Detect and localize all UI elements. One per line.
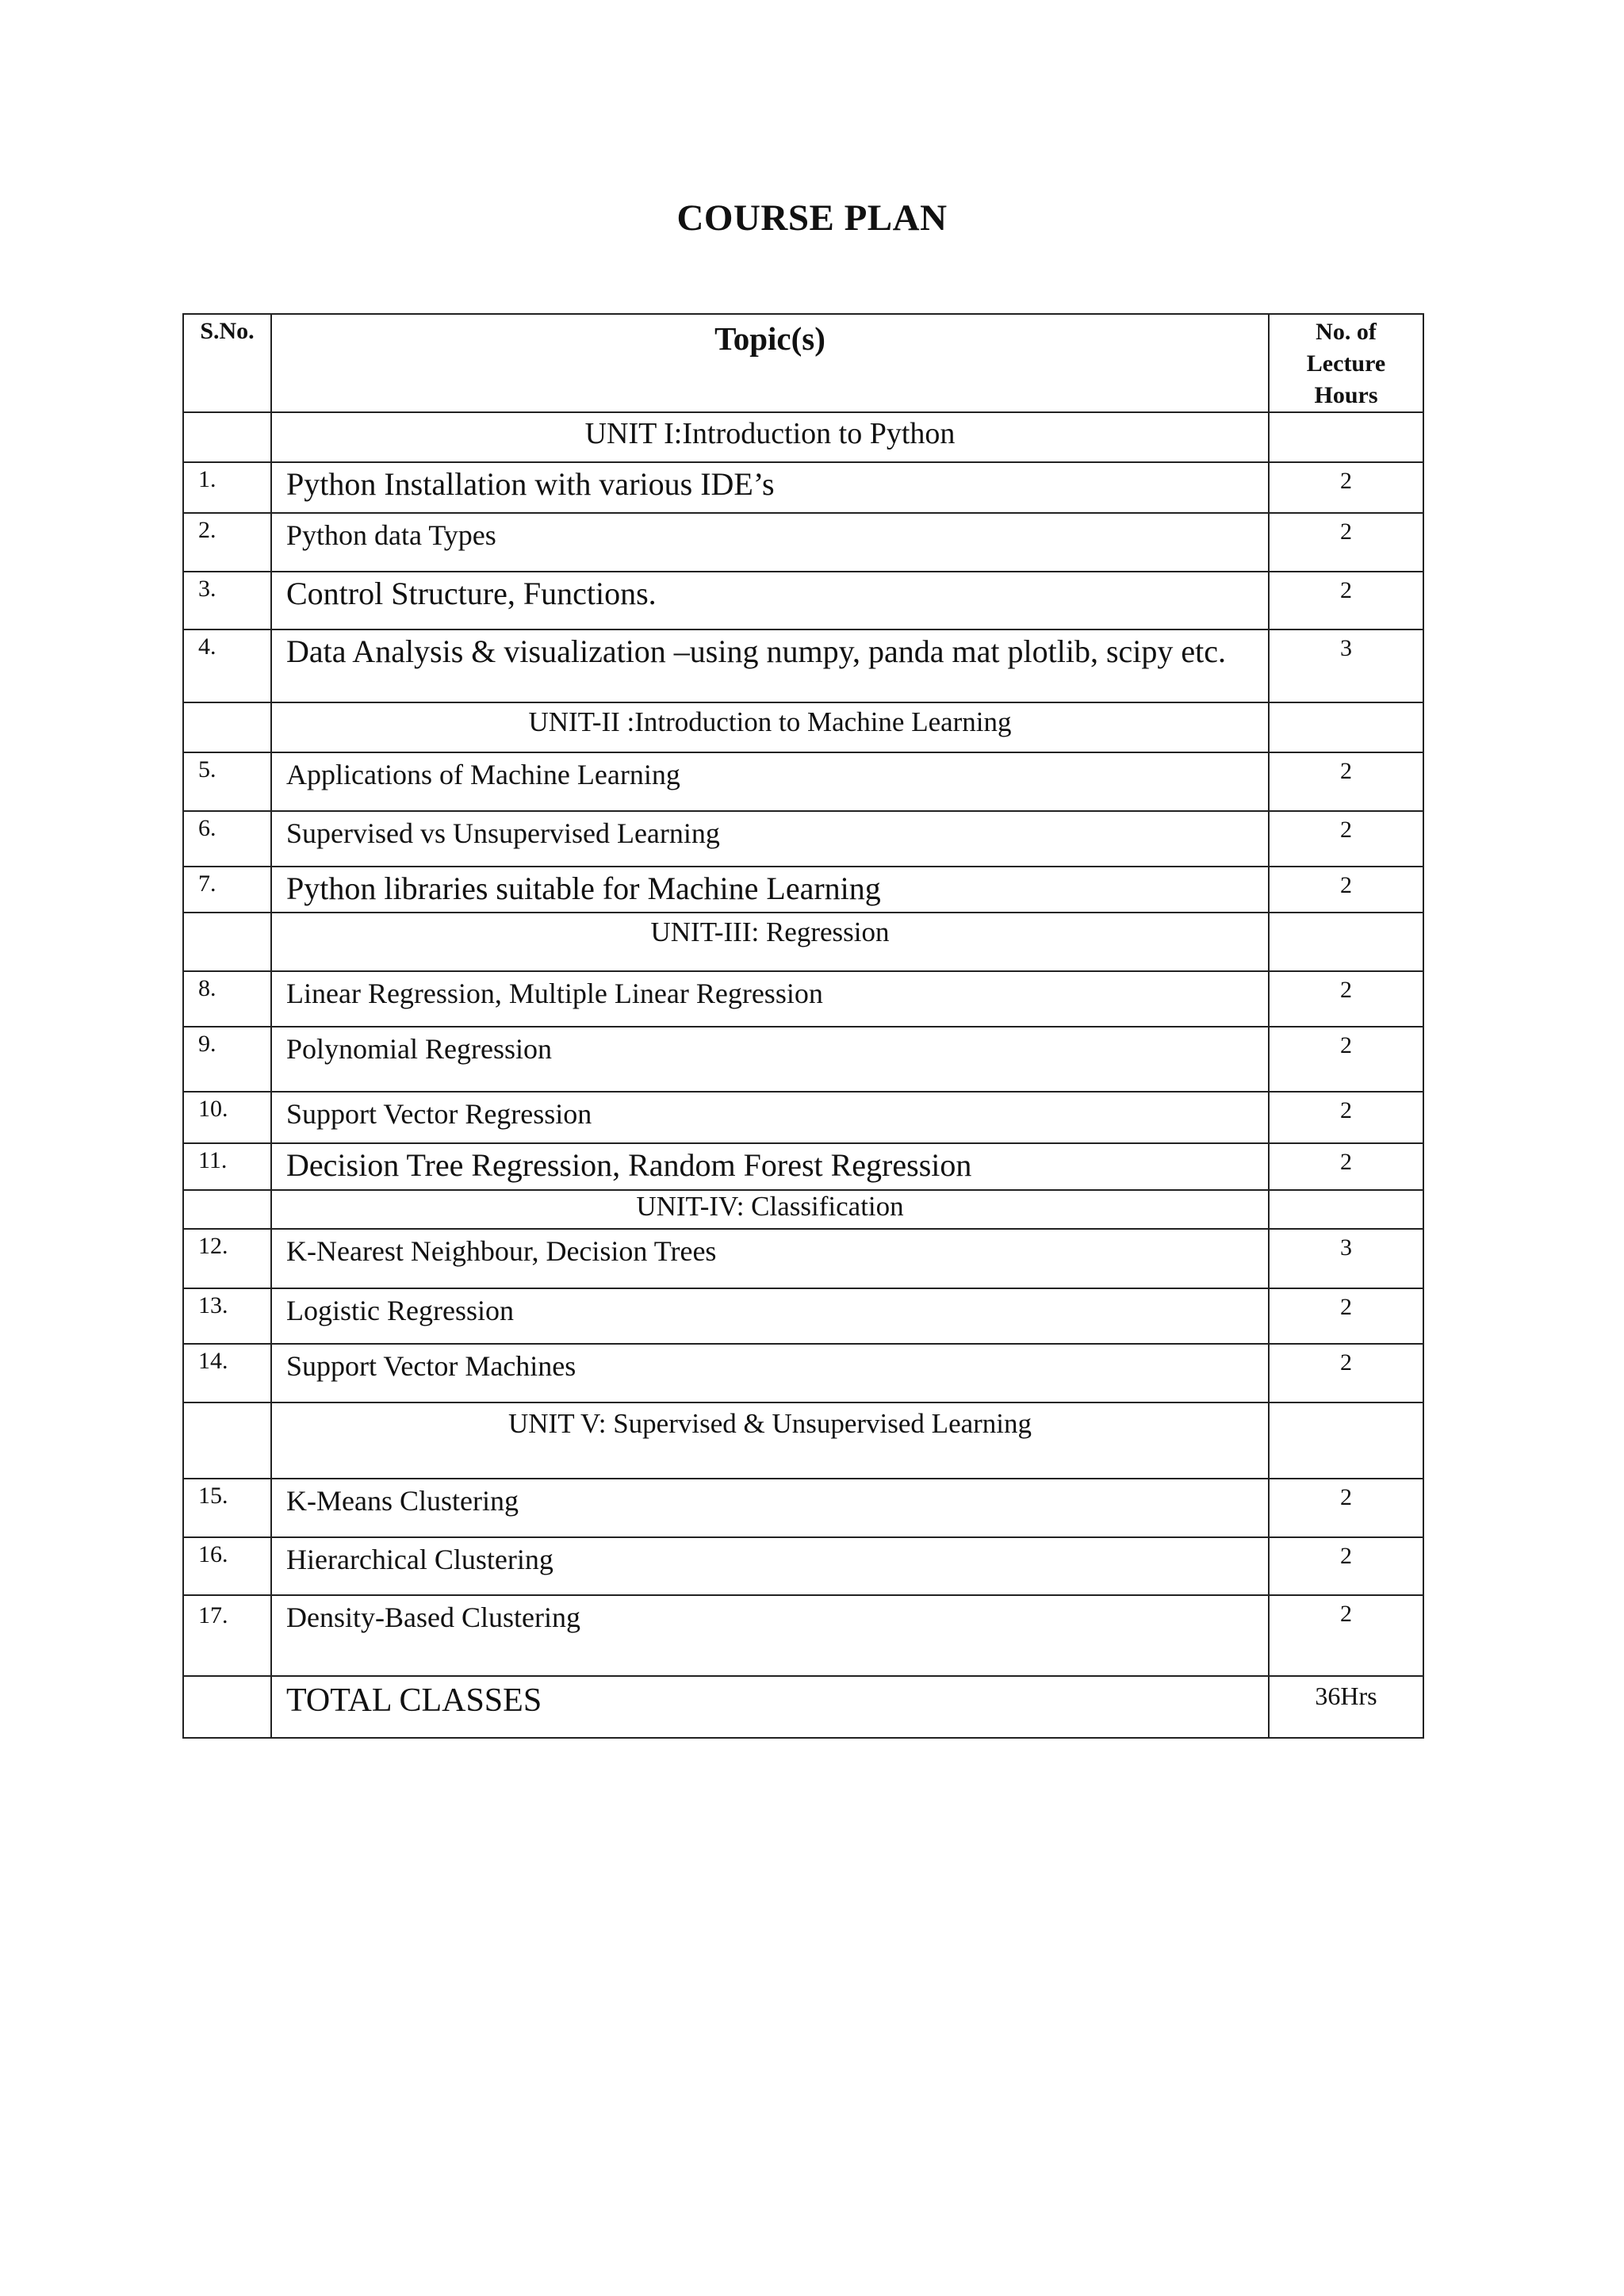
table-row <box>183 971 1423 1027</box>
total-row <box>183 1676 1423 1738</box>
table-row <box>183 811 1423 867</box>
row-sno: 4. <box>183 629 271 702</box>
table-row <box>183 1344 1423 1402</box>
total-sno-empty <box>183 1676 271 1738</box>
row-sno: 13. <box>183 1288 271 1344</box>
unit-row <box>183 913 1423 971</box>
row-hours: 2 <box>1269 811 1423 867</box>
header-sno: S.No. <box>183 314 271 412</box>
row-topic: Polynomial Regression <box>271 1027 1269 1092</box>
row-hours: 2 <box>1269 1537 1423 1595</box>
unit-sno-empty <box>183 1402 271 1479</box>
unit-hours-empty <box>1269 412 1423 462</box>
unit-hours-empty <box>1269 913 1423 971</box>
table-row <box>183 752 1423 811</box>
unit-hours-empty <box>1269 1190 1423 1229</box>
header-hours-line2: Lecture <box>1306 350 1386 377</box>
row-sno: 6. <box>183 811 271 867</box>
row-topic: Python Installation with various IDE’s <box>271 462 1269 513</box>
unit-title: UNIT-II :Introduction to Machine Learning <box>271 702 1269 752</box>
row-topic: Hierarchical Clustering <box>271 1537 1269 1595</box>
course-plan-table <box>182 313 1424 1739</box>
table-row <box>183 1092 1423 1143</box>
row-sno: 12. <box>183 1229 271 1288</box>
table-header-row <box>183 314 1423 412</box>
row-sno: 11. <box>183 1143 271 1190</box>
unit-title: UNIT V: Supervised & Unsupervised Learning <box>271 1402 1269 1479</box>
row-sno: 10. <box>183 1092 271 1143</box>
row-topic: Support Vector Regression <box>271 1092 1269 1143</box>
table-row <box>183 1537 1423 1595</box>
unit-row <box>183 412 1423 462</box>
header-hours-line3: Hours <box>1314 382 1378 408</box>
row-sno: 1. <box>183 462 271 513</box>
row-sno: 14. <box>183 1344 271 1402</box>
row-topic: Decision Tree Regression, Random Forest Regression <box>271 1143 1269 1190</box>
row-topic: Support Vector Machines <box>271 1344 1269 1402</box>
row-topic: Python libraries suitable for Machine Learning <box>271 867 1269 913</box>
total-hours: 36Hrs <box>1269 1676 1423 1738</box>
table-row <box>183 1288 1423 1344</box>
table-row <box>183 1027 1423 1092</box>
row-hours: 2 <box>1269 1344 1423 1402</box>
row-topic: Supervised vs Unsupervised Learning <box>271 811 1269 867</box>
row-topic: Linear Regression, Multiple Linear Regression <box>271 971 1269 1027</box>
unit-title: UNIT-III: Regression <box>271 913 1269 971</box>
row-topic: Applications of Machine Learning <box>271 752 1269 811</box>
table-row <box>183 462 1423 513</box>
row-topic: Density-Based Clustering <box>271 1595 1269 1676</box>
row-hours: 2 <box>1269 971 1423 1027</box>
row-hours: 3 <box>1269 629 1423 702</box>
table-row <box>183 629 1423 702</box>
row-hours: 2 <box>1269 1027 1423 1092</box>
row-topic: Data Analysis & visualization –using numpy, panda mat plotlib, scipy etc. <box>271 629 1269 702</box>
row-topic: Control Structure, Functions. <box>271 572 1269 629</box>
table-row <box>183 1143 1423 1190</box>
row-sno: 16. <box>183 1537 271 1595</box>
row-hours: 2 <box>1269 1092 1423 1143</box>
row-hours: 2 <box>1269 752 1423 811</box>
unit-title: UNIT-IV: Classification <box>271 1190 1269 1229</box>
row-sno: 2. <box>183 513 271 572</box>
unit-row <box>183 1402 1423 1479</box>
unit-row <box>183 702 1423 752</box>
row-hours: 2 <box>1269 1479 1423 1537</box>
unit-sno-empty <box>183 412 271 462</box>
unit-title: UNIT I:Introduction to Python <box>271 412 1269 462</box>
total-label: TOTAL CLASSES <box>271 1676 1269 1738</box>
unit-sno-empty <box>183 702 271 752</box>
row-hours: 2 <box>1269 572 1423 629</box>
row-sno: 8. <box>183 971 271 1027</box>
row-hours: 2 <box>1269 867 1423 913</box>
table-row <box>183 1229 1423 1288</box>
unit-sno-empty <box>183 913 271 971</box>
row-topic: Python data Types <box>271 513 1269 572</box>
row-sno: 5. <box>183 752 271 811</box>
row-sno: 3. <box>183 572 271 629</box>
row-hours: 2 <box>1269 1595 1423 1676</box>
row-sno: 17. <box>183 1595 271 1676</box>
row-hours: 2 <box>1269 513 1423 572</box>
row-hours: 2 <box>1269 1288 1423 1344</box>
table-row <box>183 572 1423 629</box>
row-hours: 3 <box>1269 1229 1423 1288</box>
unit-row <box>183 1190 1423 1229</box>
unit-sno-empty <box>183 1190 271 1229</box>
unit-hours-empty <box>1269 702 1423 752</box>
table-row <box>183 867 1423 913</box>
row-sno: 15. <box>183 1479 271 1537</box>
row-topic: K-Nearest Neighbour, Decision Trees <box>271 1229 1269 1288</box>
table-row <box>183 513 1423 572</box>
row-hours: 2 <box>1269 1143 1423 1190</box>
row-topic: Logistic Regression <box>271 1288 1269 1344</box>
page-title: COURSE PLAN <box>676 197 948 239</box>
table-row <box>183 1479 1423 1537</box>
header-hours-line1: No. of <box>1316 319 1377 345</box>
unit-hours-empty <box>1269 1402 1423 1479</box>
row-hours: 2 <box>1269 462 1423 513</box>
row-sno: 7. <box>183 867 271 913</box>
header-lecture-hours <box>1269 314 1423 412</box>
table-row <box>183 1595 1423 1676</box>
row-topic: K-Means Clustering <box>271 1479 1269 1537</box>
row-sno: 9. <box>183 1027 271 1092</box>
header-topic: Topic(s) <box>271 314 1269 412</box>
